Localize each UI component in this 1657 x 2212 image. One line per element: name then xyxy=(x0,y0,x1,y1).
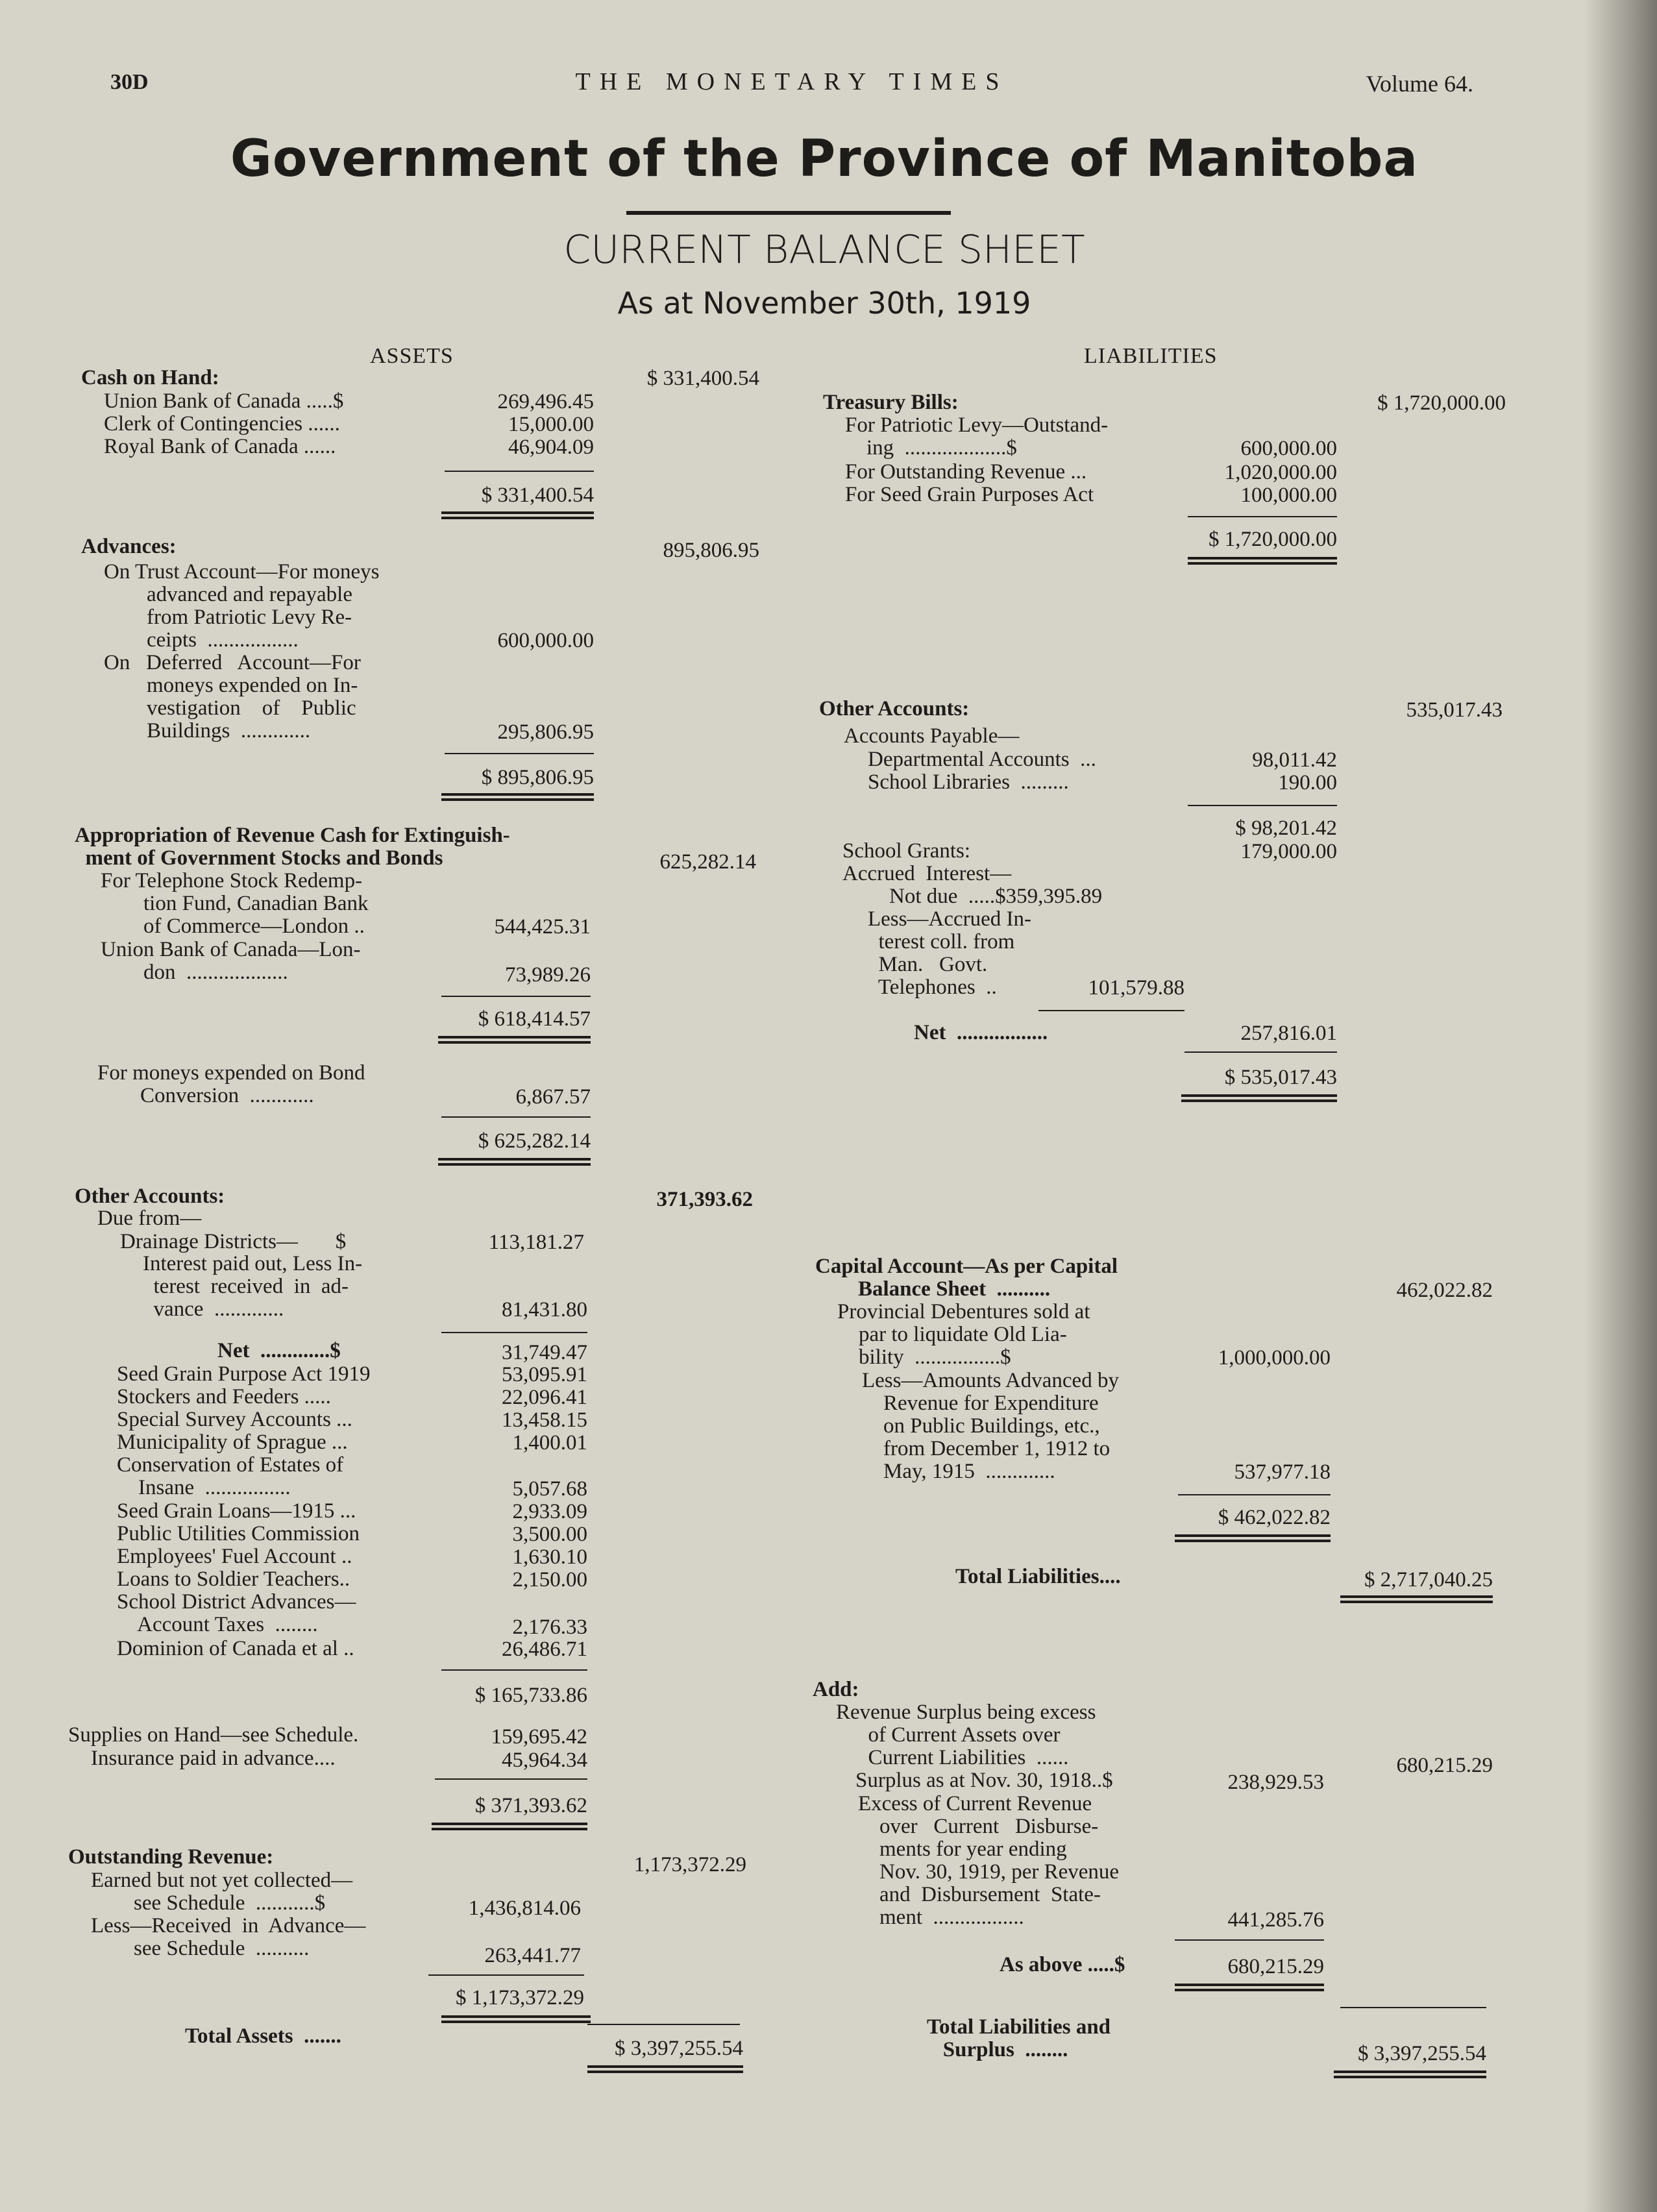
earned-revenue-value: 1,436,814.06 xyxy=(468,1897,581,1920)
outstanding-revenue-label: Outstanding Revenue: xyxy=(68,1845,274,1869)
other-item-value: 13,458.15 xyxy=(502,1408,587,1432)
cash-item-value: 46,904.09 xyxy=(508,436,594,459)
advances-label: Advances: xyxy=(81,535,177,558)
cash-on-hand-label: Cash on Hand: xyxy=(81,366,219,389)
double-rule xyxy=(1340,1595,1493,1603)
capital-less-value: 537,977.18 xyxy=(1234,1460,1331,1484)
advances-deferred-value: 295,806.95 xyxy=(497,720,594,744)
double-rule xyxy=(432,1823,587,1830)
other-item-value: 3,500.00 xyxy=(512,1523,587,1546)
double-rule xyxy=(1334,2071,1486,2078)
total-liabilities-surplus-label: Total Liabilities and Surplus ........ xyxy=(927,2015,1111,2061)
interest-net-value: 257,816.01 xyxy=(1240,1022,1337,1045)
double-rule xyxy=(441,793,594,801)
earned-revenue-text: Earned but not yet collected— see Schedule ...........$ xyxy=(91,1869,353,1915)
insurance-label: Insurance paid in advance.... xyxy=(91,1747,336,1770)
received-advance-text: Less—Received in Advance— see Schedule .......... xyxy=(91,1914,366,1960)
debentures-value: 1,000,000.00 xyxy=(1218,1346,1331,1370)
rule xyxy=(441,1332,587,1333)
bond-conversion-value: 6,867.57 xyxy=(515,1085,591,1109)
treasury-item-label: For Outstanding Revenue ... xyxy=(845,460,1087,484)
other-item-value: 2,150.00 xyxy=(512,1568,587,1591)
assets-other-total-right: 371,393.62 xyxy=(656,1188,753,1211)
accrued-interest-label: Accrued Interest— xyxy=(842,862,1012,885)
drainage-net-label: Net .............$ xyxy=(217,1339,341,1362)
estates-insane-text: Conservation of Estates of Insane ................ xyxy=(117,1453,344,1499)
cash-item-label: Royal Bank of Canada ...... xyxy=(104,435,336,458)
other-item-value: 22,096.41 xyxy=(502,1386,587,1409)
total-liabilities-label: Total Liabilities.... xyxy=(955,1565,1121,1588)
double-rule xyxy=(1181,1094,1337,1102)
liabilities-other-subtotal2: $ 535,017.43 xyxy=(1224,1066,1337,1089)
advances-trust-value: 600,000.00 xyxy=(497,629,594,652)
page-title: Government of the Province of Manitoba xyxy=(230,130,1419,188)
rule xyxy=(1188,516,1337,517)
assets-other-subtotal1: $ 165,733.86 xyxy=(474,1684,587,1707)
capital-less-text: Less—Amounts Advanced by Revenue for Expenditure on Public Buildings, etc., from December 1, 1912 to May, 1915 ............. xyxy=(862,1369,1119,1483)
masthead: THE MONETARY TIMES xyxy=(575,68,1009,95)
drainage-value: 113,181.27 xyxy=(488,1231,584,1254)
treasury-total-right: $ 1,720,000.00 xyxy=(1377,391,1506,415)
debentures-text: Provincial Debentures sold at par to liquidate Old Lia- bility ................$ xyxy=(837,1300,1090,1369)
rule xyxy=(445,753,594,754)
other-item-label: Special Survey Accounts ... xyxy=(117,1408,352,1431)
rule xyxy=(435,1778,587,1780)
volume-label: Volume 64. xyxy=(1366,71,1473,97)
supplies-label: Supplies on Hand—see Schedule. xyxy=(68,1723,359,1747)
telephone-stock-value: 544,425.31 xyxy=(494,915,591,939)
other-item-value: 1,630.10 xyxy=(512,1545,587,1569)
cash-item-value: 269,496.45 xyxy=(497,390,594,413)
excess-revenue-value: 441,285.76 xyxy=(1227,1908,1324,1932)
assets-other-accounts-label: Other Accounts: xyxy=(75,1185,225,1208)
rule xyxy=(1038,1010,1184,1011)
cash-item-value: 15,000.00 xyxy=(508,413,594,436)
other-item-label: Stockers and Feeders ..... xyxy=(117,1385,331,1408)
telephone-stock-text: For Telephone Stock Redemp- tion Fund, Canadian Bank of Commerce—London .. xyxy=(101,869,369,938)
double-rule xyxy=(1175,1984,1324,1991)
double-rule xyxy=(441,2015,591,2023)
payable-item-label: Departmental Accounts ... xyxy=(868,748,1096,771)
other-item-value: 2,933.09 xyxy=(512,1500,587,1523)
double-rule xyxy=(441,511,594,519)
assets-heading: ASSETS xyxy=(370,344,454,368)
excess-revenue-text: Excess of Current Revenue over Current Disburse- ments for year ending Nov. 30, 1919, per Revenue and Disbursement State- ment ................. xyxy=(858,1792,1120,1929)
surplus-1918-value: 238,929.53 xyxy=(1227,1771,1324,1794)
accrued-less-text: Less—Accrued In- terest coll. from Man. Govt. Telephones .. xyxy=(868,907,1031,999)
not-due-label: Not due .....$359,395.89 xyxy=(889,885,1103,908)
add-total-right: 680,215.29 xyxy=(1396,1754,1493,1777)
other-item-value: 1,400.01 xyxy=(512,1431,587,1455)
cash-subtotal: $ 331,400.54 xyxy=(481,484,594,507)
other-item-label: Municipality of Sprague ... xyxy=(117,1431,348,1454)
appropriation-subtotal2: $ 625,282.14 xyxy=(478,1129,591,1153)
page-edge-shadow xyxy=(1584,0,1657,2212)
rule xyxy=(587,2024,740,2025)
patriotic-levy-value: 600,000.00 xyxy=(1240,437,1337,460)
double-rule xyxy=(438,1036,591,1044)
payable-item-value: 98,011.42 xyxy=(1252,748,1337,772)
supplies-value: 159,695.42 xyxy=(491,1725,587,1749)
total-liabilities-value: $ 2,717,040.25 xyxy=(1364,1568,1493,1591)
title-rule xyxy=(626,211,951,215)
capital-account-label: Capital Account—As per Capital Balance Sheet .......... xyxy=(815,1255,1118,1301)
other-item-label: Public Utilities Commission xyxy=(117,1522,360,1545)
advances-trust-text: On Trust Account—For moneys advanced and repayable from Patriotic Levy Re- ceipts ................. xyxy=(104,560,380,652)
treasury-item-label: For Seed Grain Purposes Act xyxy=(845,483,1094,506)
patriotic-levy-text: For Patriotic Levy—Outstand- ing ...................$ xyxy=(845,413,1109,460)
appropriation-total-right: 625,282.14 xyxy=(659,850,756,874)
accrued-less-value: 101,579.88 xyxy=(1088,976,1184,1000)
treasury-item-value: 1,020,000.00 xyxy=(1224,461,1337,484)
double-rule xyxy=(1175,1534,1331,1542)
liabilities-heading: LIABILITIES xyxy=(1084,344,1218,368)
union-bank-london-text: Union Bank of Canada—Lon- don ................... xyxy=(101,938,361,984)
school-grants-value: 179,000.00 xyxy=(1240,840,1337,863)
advances-total-right: 895,806.95 xyxy=(663,539,759,562)
liabilities-other-subtotal1: $ 98,201.42 xyxy=(1235,817,1337,840)
rule xyxy=(1188,805,1337,806)
other-item-label: Seed Grain Purpose Act 1919 xyxy=(117,1362,371,1386)
drainage-net-value: 31,749.47 xyxy=(502,1341,587,1364)
other-item-label: Loans to Soldier Teachers.. xyxy=(117,1567,350,1591)
surplus-1918-label: Surplus as at Nov. 30, 1918..$ xyxy=(855,1769,1113,1792)
other-item-label: Seed Grain Loans—1915 ... xyxy=(117,1499,356,1523)
cash-total-right: $ 331,400.54 xyxy=(646,367,759,390)
sheet-subtitle: CURRENT BALANCE SHEET xyxy=(563,227,1085,273)
treasury-bills-label: Treasury Bills: xyxy=(823,391,959,414)
rule xyxy=(441,1116,591,1118)
school-grants-label: School Grants: xyxy=(842,839,971,863)
double-rule xyxy=(1188,557,1337,565)
other-item-value: 53,095.91 xyxy=(502,1363,587,1386)
total-assets-label: Total Assets ....... xyxy=(185,2024,341,2048)
treasury-item-value: 100,000.00 xyxy=(1240,484,1337,507)
advances-subtotal: $ 895,806.95 xyxy=(481,766,594,789)
cash-item-label: Union Bank of Canada .....$ xyxy=(104,389,344,413)
capital-total-right: 462,022.82 xyxy=(1396,1279,1493,1302)
rule xyxy=(1340,2007,1486,2008)
payable-item-label: School Libraries ......... xyxy=(868,770,1069,794)
liabilities-other-total-right: 535,017.43 xyxy=(1406,698,1503,722)
other-item-label: Employees' Fuel Account .. xyxy=(117,1545,352,1568)
due-from-label: Due from— xyxy=(97,1207,202,1230)
bond-conversion-text: For moneys expended on Bond Conversion ............ xyxy=(97,1061,365,1107)
outstanding-subtotal: $ 1,173,372.29 xyxy=(456,1986,584,2009)
rule xyxy=(445,471,594,472)
page-number: 30D xyxy=(110,70,149,94)
union-bank-london-value: 73,989.26 xyxy=(505,963,591,987)
sheet-date: As at November 30th, 1919 xyxy=(617,286,1031,321)
rule xyxy=(428,1974,584,1976)
add-label: Add: xyxy=(813,1678,859,1701)
total-assets-value: $ 3,397,255.54 xyxy=(615,2037,743,2060)
interest-net-label: Net ................. xyxy=(914,1021,1048,1044)
accounts-payable-label: Accounts Payable— xyxy=(844,724,1020,748)
dominion-label: Dominion of Canada et al .. xyxy=(117,1637,354,1660)
as-above-label: As above .....$ xyxy=(1000,1953,1125,1976)
running-header xyxy=(104,65,1480,104)
dominion-value: 26,486.71 xyxy=(502,1638,587,1661)
treasury-subtotal: $ 1,720,000.00 xyxy=(1209,528,1337,551)
drainage-label: Drainage Districts— $ xyxy=(120,1230,347,1253)
interest-paid-value: 81,431.80 xyxy=(502,1298,587,1321)
revenue-surplus-text: Revenue Surplus being excess of Current Assets over Current Liabilities ...... xyxy=(836,1701,1096,1769)
rule xyxy=(1184,1051,1337,1053)
school-district-value: 2,176.33 xyxy=(512,1616,587,1639)
capital-subtotal: $ 462,022.82 xyxy=(1218,1506,1331,1529)
rule xyxy=(1175,1939,1324,1941)
total-liabilities-surplus-value: $ 3,397,255.54 xyxy=(1358,2042,1486,2065)
received-advance-value: 263,441.77 xyxy=(484,1944,581,1967)
insurance-value: 45,964.34 xyxy=(502,1749,587,1772)
appropriation-subtotal1: $ 618,414.57 xyxy=(478,1007,591,1031)
cash-item-label: Clerk of Contingencies ...... xyxy=(104,412,340,436)
rule xyxy=(1178,1494,1331,1495)
school-district-text: School District Advances— Account Taxes ........ xyxy=(117,1590,356,1636)
as-above-value: 680,215.29 xyxy=(1227,1955,1324,1978)
double-rule xyxy=(587,2065,743,2073)
interest-paid-text: Interest paid out, Less In- terest received in ad- vance ............. xyxy=(143,1252,363,1321)
payable-item-value: 190.00 xyxy=(1278,771,1337,794)
appropriation-label: Appropriation of Revenue Cash for Extinguish- ment of Government Stocks and Bonds xyxy=(75,824,510,870)
rule xyxy=(441,1669,587,1671)
estates-insane-value: 5,057.68 xyxy=(512,1477,587,1501)
advances-deferred-text: On Deferred Account—For moneys expended on In- vestigation of Public Buildings ............. xyxy=(104,651,361,743)
outstanding-total-right: 1,173,372.29 xyxy=(633,1853,746,1876)
liabilities-other-accounts-label: Other Accounts: xyxy=(819,697,970,720)
rule xyxy=(441,996,591,997)
assets-other-subtotal2: $ 371,393.62 xyxy=(474,1794,587,1817)
double-rule xyxy=(438,1158,591,1166)
